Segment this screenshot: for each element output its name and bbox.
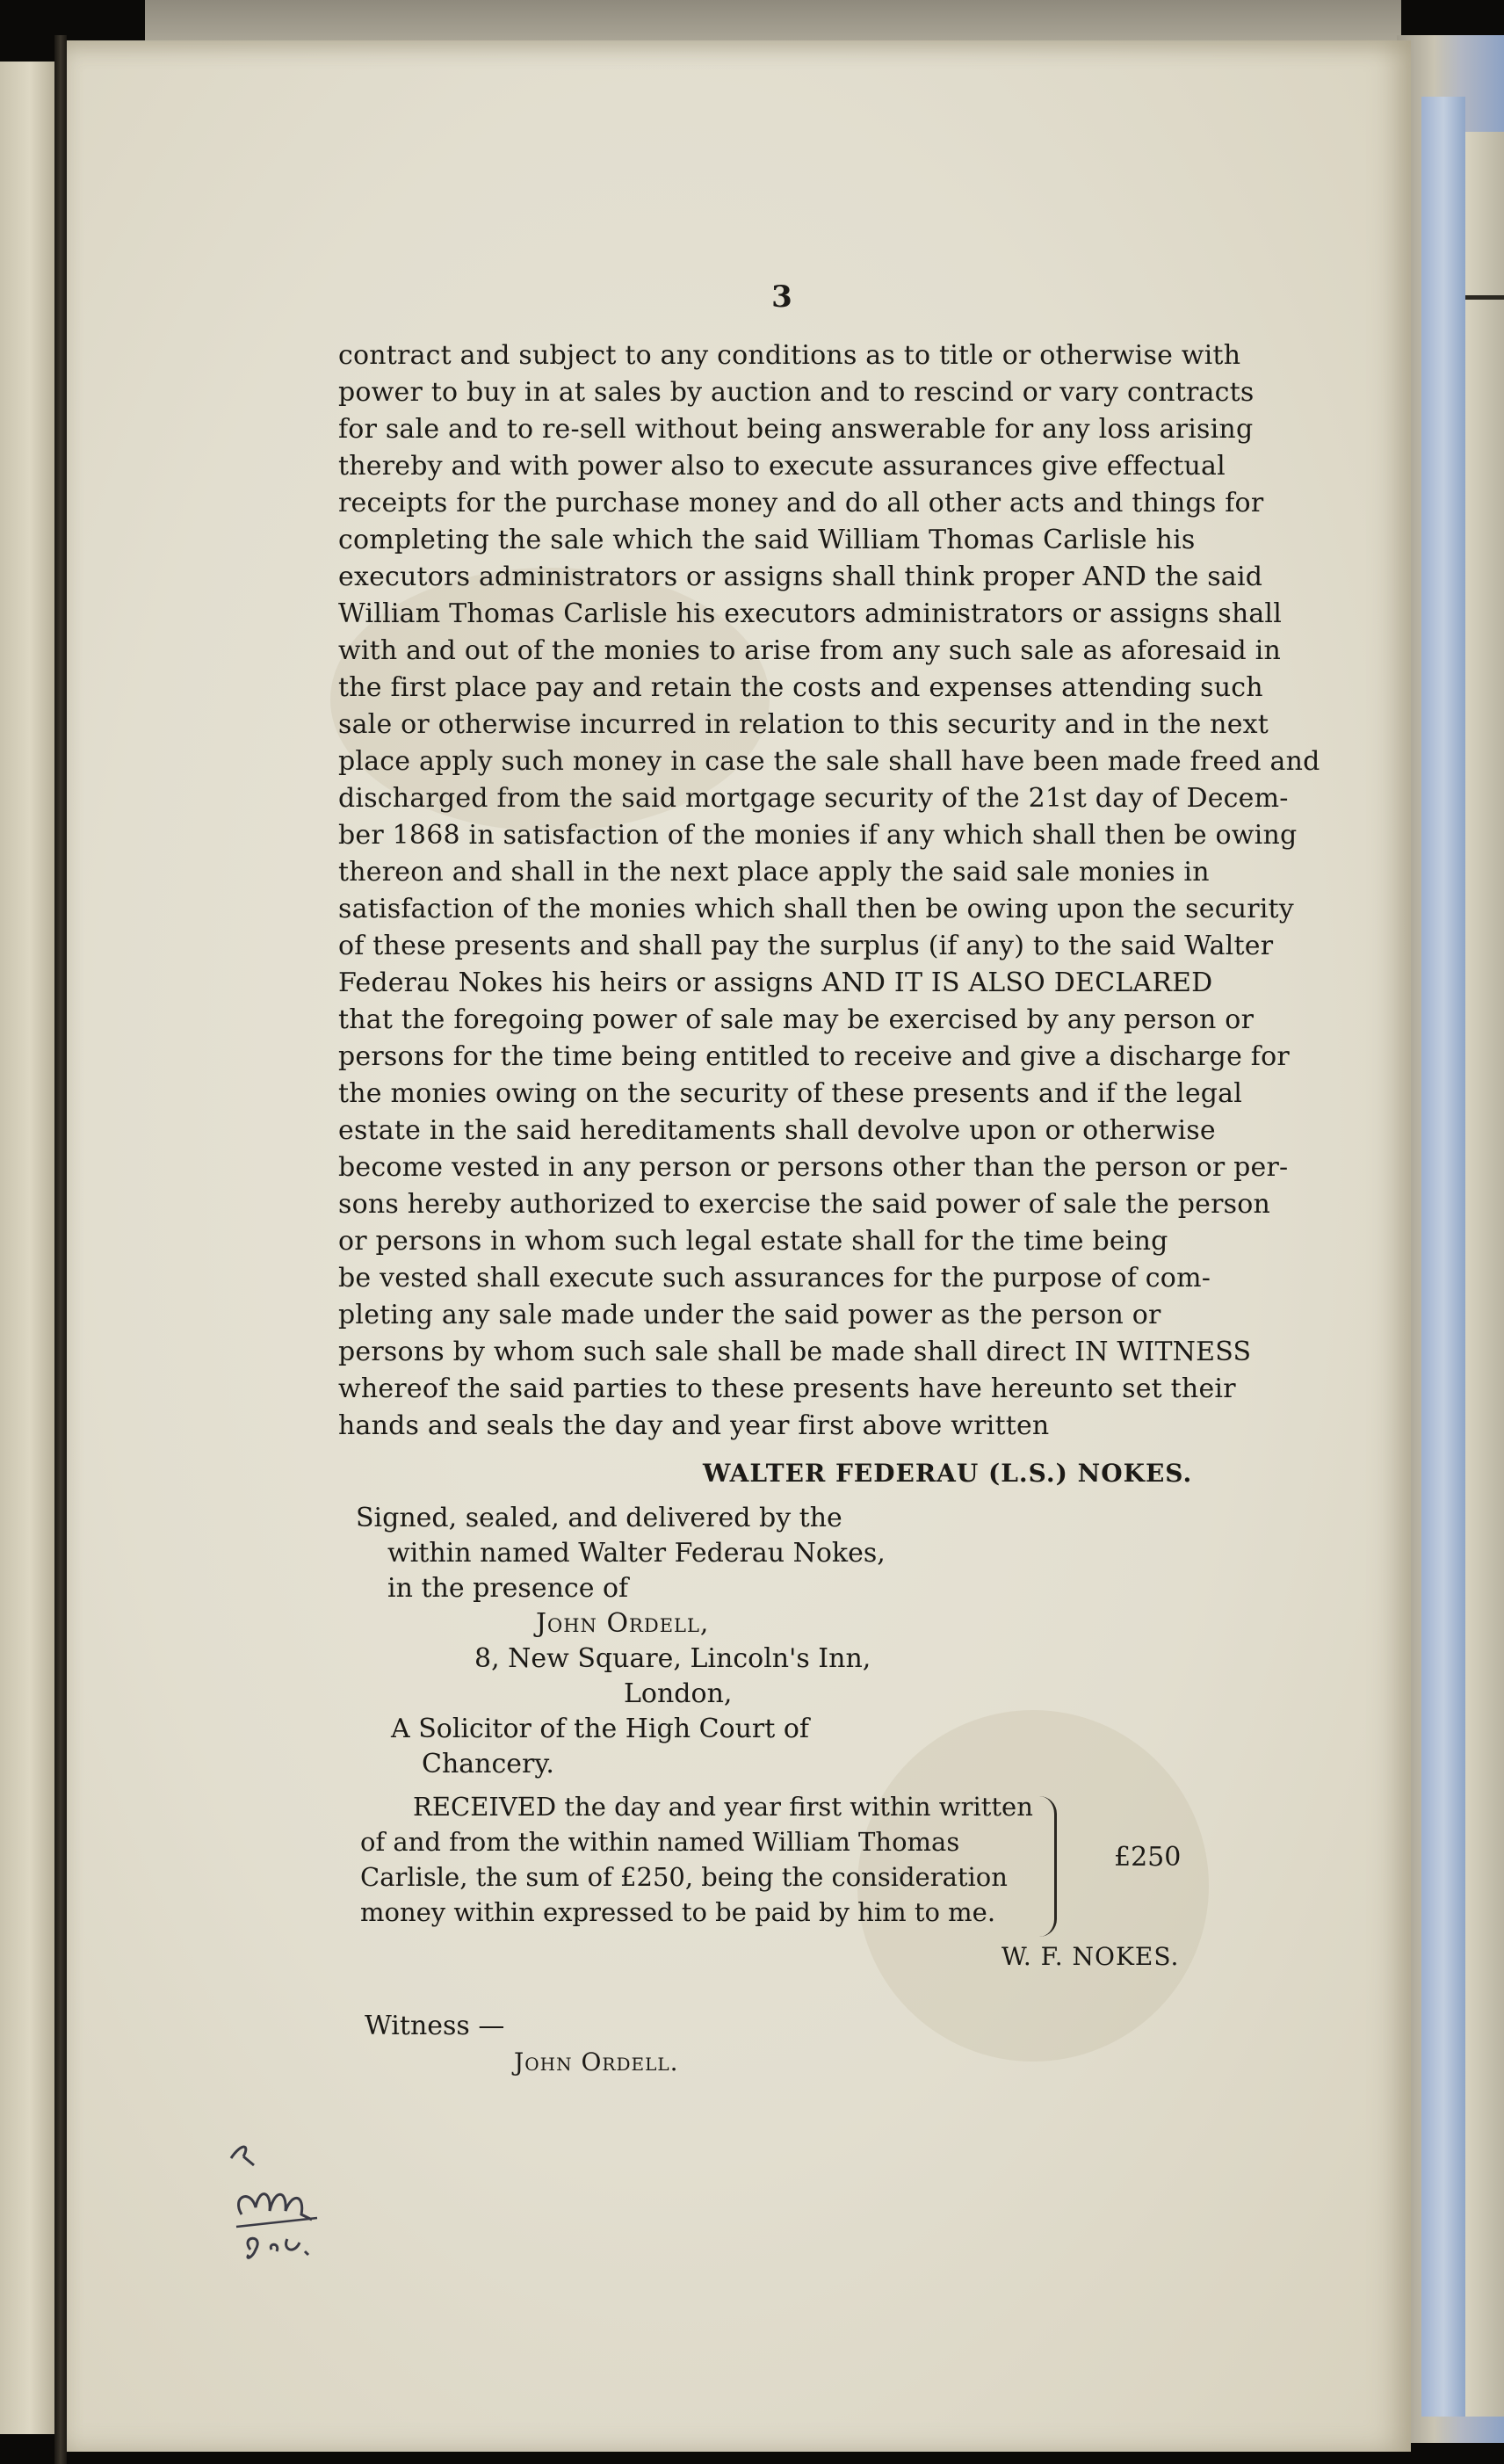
- text-line: discharged from the said mortgage security of the 21st day of Decem-: [338, 783, 1289, 814]
- text-line: or persons in whom such legal estate shall for the time being: [338, 1226, 1168, 1257]
- attestation-line: Signed, sealed, and delivered by the: [356, 1503, 842, 1533]
- text-line: receipts for the purchase money and do all other acts and things for: [338, 488, 1264, 518]
- receipt-amount: £250: [1114, 1842, 1182, 1873]
- text-line: for sale and to re-sell without being answerable for any loss arising: [338, 414, 1254, 445]
- text-line: place apply such money in case the sale shall have been made freed and: [338, 746, 1320, 777]
- pencil-mark: [248, 2238, 308, 2257]
- text-line: persons by whom such sale shall be made shall direct IN WITNESS: [338, 1337, 1252, 1367]
- text-line: power to buy in at sales by auction and to rescind or vary contracts: [338, 377, 1255, 408]
- witness-label: Witness —: [365, 2011, 505, 2041]
- pencil-mark: [236, 2218, 317, 2227]
- page-number: 3: [771, 279, 792, 315]
- text-line: hands and seals the day and year first above written: [338, 1410, 1050, 1441]
- blue-paper-edge: [1421, 97, 1465, 2417]
- text-line: William Thomas Carlisle his executors administrators or assigns shall: [338, 598, 1283, 629]
- receipt-line: of and from the within named William Thomas: [360, 1827, 960, 1857]
- attestation-line: within named Walter Federau Nokes,: [387, 1538, 886, 1569]
- receipt-clause: [360, 1789, 1045, 1930]
- pencil-mark: [238, 2194, 312, 2220]
- text-line: ber 1868 in satisfaction of the monies if any which shall then be owing: [338, 820, 1298, 851]
- text-line: that the foregoing power of sale may be exercised by any person or: [338, 1004, 1255, 1035]
- paper-strip-edge: [1465, 132, 1504, 2417]
- text-line: Federau Nokes his heirs or assigns AND IT IS ALSO DECLARED: [338, 967, 1213, 998]
- ruled-line-mark: [1465, 295, 1504, 300]
- receipt-brace: [1037, 1796, 1057, 1937]
- text-line: contract and subject to any conditions as to title or otherwise with: [338, 340, 1241, 371]
- text-line: of these presents and shall pay the surplus (if any) to the said Walter: [338, 931, 1274, 961]
- receipt-line: Carlisle, the sum of £250, being the consideration: [360, 1862, 1008, 1892]
- witness-role: A Solicitor of the High Court of: [391, 1714, 810, 1744]
- attestation-line: in the presence of: [387, 1573, 629, 1604]
- text-line: thereby and with power also to execute assurances give effectual: [338, 451, 1226, 482]
- text-line: become vested in any person or persons other than the person or per-: [338, 1152, 1289, 1183]
- text-line: thereon and shall in the next place apply the said sale monies in: [338, 857, 1210, 888]
- book-gutter: [54, 35, 67, 2464]
- witness-address: 8, New Square, Lincoln's Inn,: [474, 1643, 871, 1674]
- text-line: sons hereby authorized to exercise the said power of sale the person: [338, 1189, 1271, 1220]
- text-line: pleting any sale made under the said power as the person or: [338, 1300, 1161, 1330]
- attestation-clause: [356, 1501, 971, 1782]
- text-line: be vested shall execute such assurances for the purpose of com-: [338, 1263, 1211, 1294]
- witness-address: London,: [624, 1678, 733, 1709]
- deed-body-text: [338, 337, 1320, 1445]
- text-line: with and out of the monies to arise from any such sale as aforesaid in: [338, 635, 1281, 666]
- text-line: estate in the said hereditaments shall devolve upon or otherwise: [338, 1115, 1216, 1146]
- receipt-signature: W. F. NOKES.: [1001, 1942, 1180, 1971]
- attesting-witness-name: John Ordell,: [536, 1608, 710, 1639]
- signature-line: WALTER FEDERAU (L.S.) NOKES.: [703, 1459, 1193, 1488]
- text-line: the monies owing on the security of these presents and if the legal: [338, 1078, 1243, 1109]
- text-line: sale or otherwise incurred in relation to this security and in the next: [338, 709, 1269, 740]
- text-line: the first place pay and retain the costs and expenses attending such: [338, 672, 1263, 703]
- handwritten-initials: [224, 2127, 347, 2267]
- text-line: executors administrators or assigns shall think proper AND the said: [338, 562, 1263, 592]
- text-line: satisfaction of the monies which shall then be owing upon the security: [338, 894, 1294, 924]
- receipt-line: money within expressed to be paid by him to me.: [360, 1897, 996, 1927]
- text-line: completing the sale which the said William Thomas Carlisle his: [338, 525, 1196, 555]
- witness-role: Chancery.: [422, 1749, 554, 1779]
- pencil-mark: [231, 2147, 254, 2165]
- text-line: persons for the time being entitled to receive and give a discharge for: [338, 1041, 1290, 1072]
- receipt-line: RECEIVED the day and year first within written: [413, 1792, 1033, 1822]
- text-line: whereof the said parties to these presents have hereunto set their: [338, 1373, 1236, 1404]
- witness-name: John Ordell.: [514, 2047, 679, 2076]
- facing-page-edge: [0, 62, 54, 2434]
